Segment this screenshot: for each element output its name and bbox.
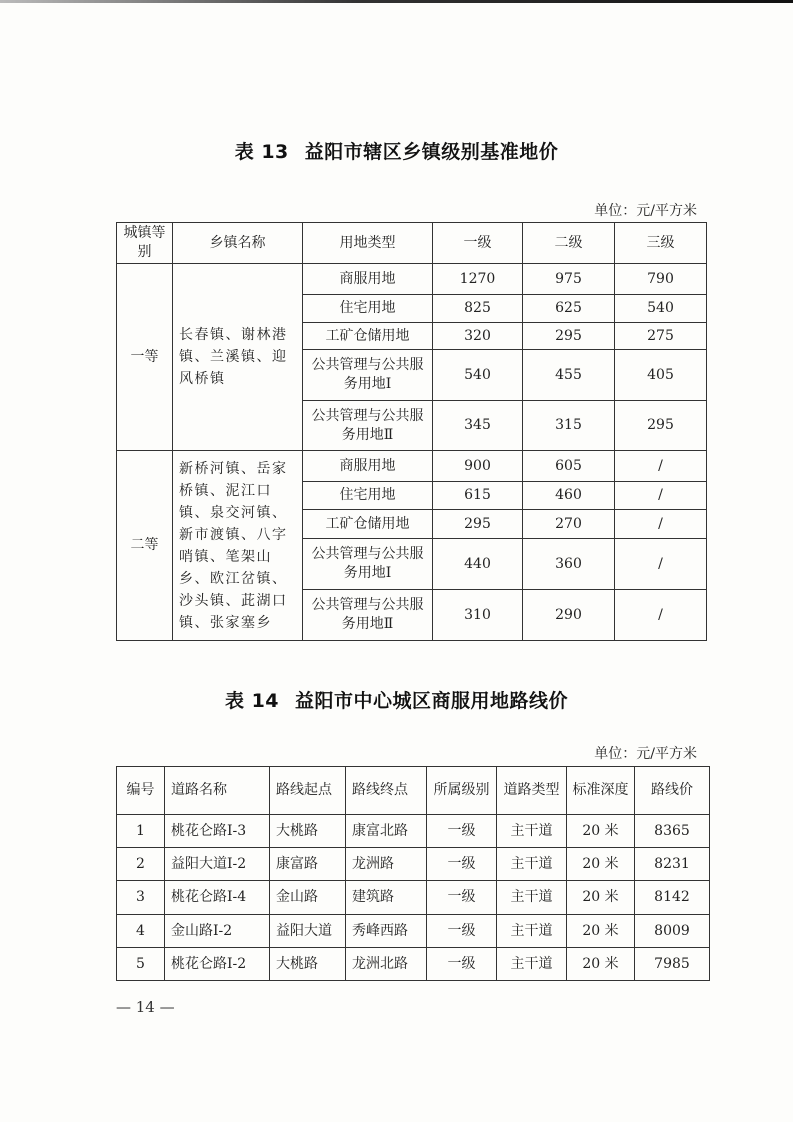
table-row — [117, 915, 710, 948]
end-cell: 秀峰西路 — [346, 915, 427, 948]
road-type-cell: 主干道 — [497, 848, 567, 881]
road-type-cell: 主干道 — [497, 948, 567, 981]
price-cell: 1270 — [433, 264, 523, 295]
table13-title — [0, 137, 793, 164]
price-cell: / — [615, 539, 707, 590]
price-cell: 8009 — [635, 915, 710, 948]
table-row — [117, 815, 710, 848]
landuse-cell: 工矿仓储用地 — [303, 323, 433, 350]
price-cell: 540 — [615, 295, 707, 323]
price-cell: 900 — [433, 451, 523, 482]
road-type-cell: 主干道 — [497, 881, 567, 915]
header-level1: 一级 — [433, 223, 523, 264]
no-cell: 4 — [117, 915, 165, 948]
header-level: 所属级别 — [427, 767, 497, 815]
table14-header-row — [117, 767, 710, 815]
table-row — [117, 881, 710, 915]
header-price: 路线价 — [635, 767, 710, 815]
depth-cell: 20 米 — [567, 948, 635, 981]
towns-cell: 长春镇、谢林港镇、兰溪镇、迎风桥镇 — [173, 264, 303, 451]
header-road-name: 道路名称 — [165, 767, 270, 815]
level-cell: 一级 — [427, 948, 497, 981]
landuse-cell: 公共管理与公共服务用地Ⅱ — [303, 401, 433, 451]
road-cell: 桃花仑路Ⅰ-4 — [165, 881, 270, 915]
table13-unit: 单位：元/平方米 — [594, 203, 697, 219]
header-landuse: 用地类型 — [303, 223, 433, 264]
price-cell: 8365 — [635, 815, 710, 848]
table-row — [117, 264, 707, 295]
price-cell: 615 — [433, 482, 523, 510]
no-cell: 3 — [117, 881, 165, 915]
header-grade: 城镇等别 — [117, 223, 173, 264]
price-cell: 290 — [523, 590, 615, 641]
header-towns: 乡镇名称 — [173, 223, 303, 264]
price-cell: 275 — [615, 323, 707, 350]
road-cell: 桃花仑路Ⅰ-2 — [165, 948, 270, 981]
header-end: 路线终点 — [346, 767, 427, 815]
no-cell: 5 — [117, 948, 165, 981]
road-cell: 桃花仑路Ⅰ-3 — [165, 815, 270, 848]
depth-cell: 20 米 — [567, 881, 635, 915]
table-row — [117, 848, 710, 881]
no-cell: 1 — [117, 815, 165, 848]
price-cell: 540 — [433, 350, 523, 401]
price-cell: 8142 — [635, 881, 710, 915]
price-cell: 405 — [615, 350, 707, 401]
landuse-cell: 商服用地 — [303, 264, 433, 295]
depth-cell: 20 米 — [567, 848, 635, 881]
towns-cell: 新桥河镇、岳家桥镇、泥江口镇、泉交河镇、新市渡镇、八字哨镇、笔架山乡、欧江岔镇、沙头镇、茈湖口镇、张家塞乡 — [173, 451, 303, 641]
table13 — [116, 222, 707, 641]
price-cell: 310 — [433, 590, 523, 641]
price-cell: 320 — [433, 323, 523, 350]
price-cell: 460 — [523, 482, 615, 510]
price-cell: 975 — [523, 264, 615, 295]
header-level2: 二级 — [523, 223, 615, 264]
price-cell: / — [615, 482, 707, 510]
price-cell: 295 — [523, 323, 615, 350]
end-cell: 龙洲路 — [346, 848, 427, 881]
price-cell: 825 — [433, 295, 523, 323]
road-type-cell: 主干道 — [497, 915, 567, 948]
page-number: — 14 — — [116, 998, 175, 1016]
end-cell: 建筑路 — [346, 881, 427, 915]
level-cell: 一级 — [427, 848, 497, 881]
depth-cell: 20 米 — [567, 915, 635, 948]
level-cell: 一级 — [427, 881, 497, 915]
price-cell: 455 — [523, 350, 615, 401]
table13-header-row — [117, 223, 707, 264]
price-cell: 295 — [433, 510, 523, 539]
level-cell: 一级 — [427, 915, 497, 948]
header-depth: 标准深度 — [567, 767, 635, 815]
grade-cell: 二等 — [117, 451, 173, 641]
price-cell: 605 — [523, 451, 615, 482]
price-cell: 270 — [523, 510, 615, 539]
table14 — [116, 766, 710, 981]
landuse-cell: 住宅用地 — [303, 295, 433, 323]
price-cell: 345 — [433, 401, 523, 451]
landuse-cell: 公共管理与公共服务用地Ⅱ — [303, 590, 433, 641]
price-cell: 8231 — [635, 848, 710, 881]
end-cell: 康富北路 — [346, 815, 427, 848]
grade-cell: 一等 — [117, 264, 173, 451]
price-cell: 440 — [433, 539, 523, 590]
table14-number: 表 14 — [224, 690, 280, 712]
level-cell: 一级 — [427, 815, 497, 848]
landuse-cell: 工矿仓储用地 — [303, 510, 433, 539]
table13-title-text: 益阳市辖区乡镇级别基准地价 — [304, 141, 559, 163]
price-cell: 7985 — [635, 948, 710, 981]
table14-title-text: 益阳市中心城区商服用地路线价 — [295, 690, 569, 712]
start-cell: 金山路 — [270, 881, 346, 915]
price-cell: 790 — [615, 264, 707, 295]
table13-number: 表 13 — [234, 141, 289, 163]
road-type-cell: 主干道 — [497, 815, 567, 848]
road-cell: 金山路Ⅰ-2 — [165, 915, 270, 948]
road-cell: 益阳大道Ⅰ-2 — [165, 848, 270, 881]
price-cell: / — [615, 451, 707, 482]
table14-title — [0, 686, 793, 713]
end-cell: 龙洲北路 — [346, 948, 427, 981]
table-row — [117, 451, 707, 482]
depth-cell: 20 米 — [567, 815, 635, 848]
header-start: 路线起点 — [270, 767, 346, 815]
start-cell: 益阳大道 — [270, 915, 346, 948]
header-level3: 三级 — [615, 223, 707, 264]
start-cell: 康富路 — [270, 848, 346, 881]
table-row — [117, 948, 710, 981]
landuse-cell: 公共管理与公共服务用地Ⅰ — [303, 539, 433, 590]
scan-top-edge — [0, 0, 793, 3]
start-cell: 大桃路 — [270, 815, 346, 848]
price-cell: 315 — [523, 401, 615, 451]
no-cell: 2 — [117, 848, 165, 881]
header-no: 编号 — [117, 767, 165, 815]
price-cell: / — [615, 590, 707, 641]
price-cell: / — [615, 510, 707, 539]
start-cell: 大桃路 — [270, 948, 346, 981]
landuse-cell: 商服用地 — [303, 451, 433, 482]
landuse-cell: 公共管理与公共服务用地Ⅰ — [303, 350, 433, 401]
price-cell: 360 — [523, 539, 615, 590]
price-cell: 295 — [615, 401, 707, 451]
landuse-cell: 住宅用地 — [303, 482, 433, 510]
table14-unit: 单位：元/平方米 — [594, 746, 697, 762]
price-cell: 625 — [523, 295, 615, 323]
header-road-type: 道路类型 — [497, 767, 567, 815]
